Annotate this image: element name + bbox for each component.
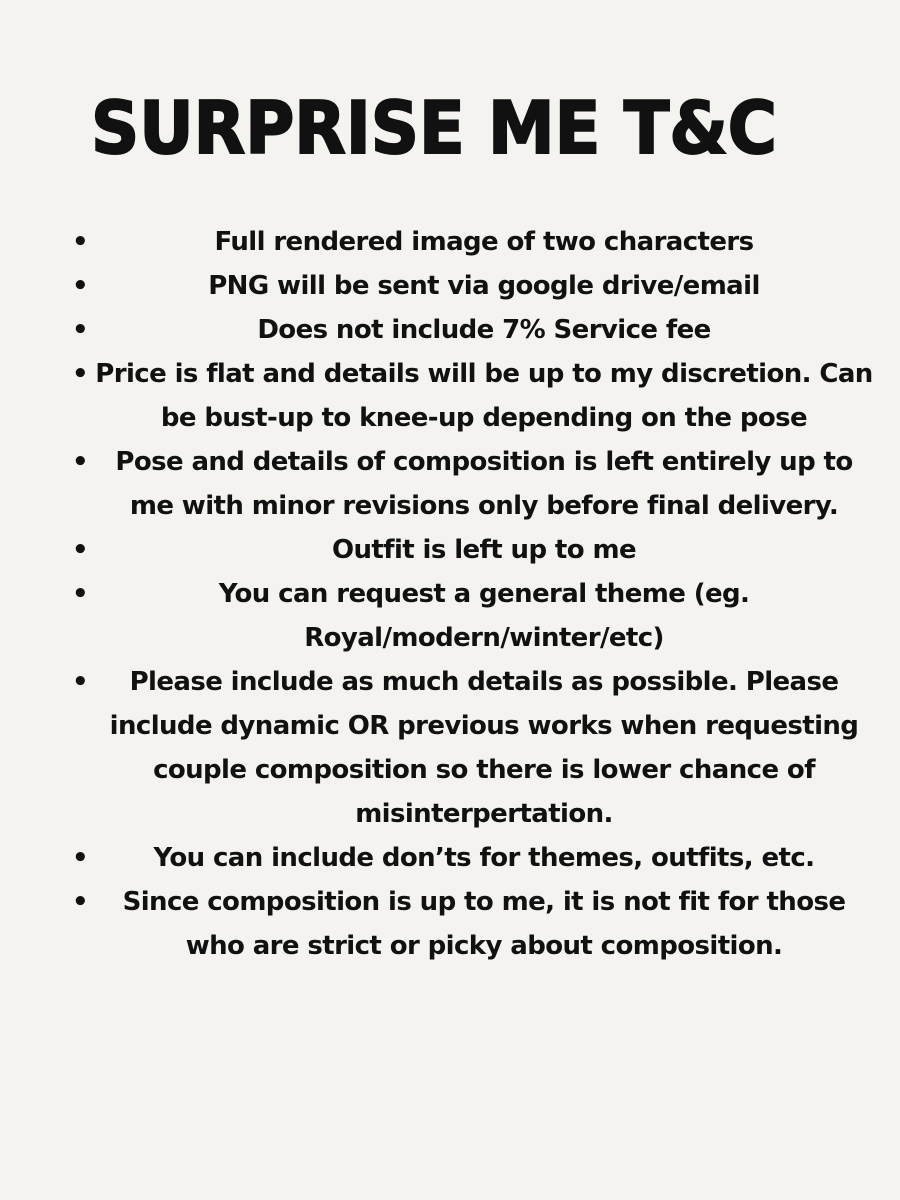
bullet-icon: • bbox=[72, 535, 89, 565]
list-item-text: Outfit is left up to me bbox=[332, 535, 636, 565]
list-item bbox=[66, 440, 876, 528]
bullet-icon: • bbox=[72, 887, 89, 917]
list-item-text: Price is flat and details will be up to my discretion. Can be bust-up to knee-up depending on the pose bbox=[95, 359, 873, 433]
list-item bbox=[66, 880, 876, 968]
list-item-text: PNG will be sent via google drive/email bbox=[208, 271, 760, 301]
list-item-text: Pose and details of composition is left entirely up to me with minor revisions only before final delivery. bbox=[115, 447, 853, 521]
bullet-icon: • bbox=[72, 359, 89, 389]
bullet-icon: • bbox=[72, 227, 89, 257]
page-title: SURPRISE ME T&C bbox=[91, 86, 777, 170]
list-item bbox=[66, 572, 876, 660]
list-item-text: Full rendered image of two characters bbox=[214, 227, 754, 257]
bullet-icon: • bbox=[72, 447, 89, 477]
list-item-text: Does not include 7% Service fee bbox=[257, 315, 711, 345]
terms-list bbox=[66, 220, 876, 968]
bullet-icon: • bbox=[72, 579, 89, 609]
list-item bbox=[66, 220, 876, 264]
list-item-text: Please include as much details as possible. Please include dynamic OR previous works when requesting couple composition so there is lower chance of misinterpertation. bbox=[109, 667, 859, 829]
list-item bbox=[66, 836, 876, 880]
list-item-text: You can request a general theme (eg. Royal/modern/winter/etc) bbox=[218, 579, 750, 653]
bullet-icon: • bbox=[72, 315, 89, 345]
list-item-text: Since composition is up to me, it is not fit for those who are strict or picky about composition. bbox=[122, 887, 846, 961]
bullet-icon: • bbox=[72, 843, 89, 873]
list-item bbox=[66, 352, 876, 440]
list-item bbox=[66, 660, 876, 836]
list-item bbox=[66, 528, 876, 572]
bullet-icon: • bbox=[72, 271, 89, 301]
bullet-icon: • bbox=[72, 667, 89, 697]
list-item bbox=[66, 308, 876, 352]
list-item-text: You can include don’ts for themes, outfits, etc. bbox=[153, 843, 815, 873]
list-item bbox=[66, 264, 876, 308]
